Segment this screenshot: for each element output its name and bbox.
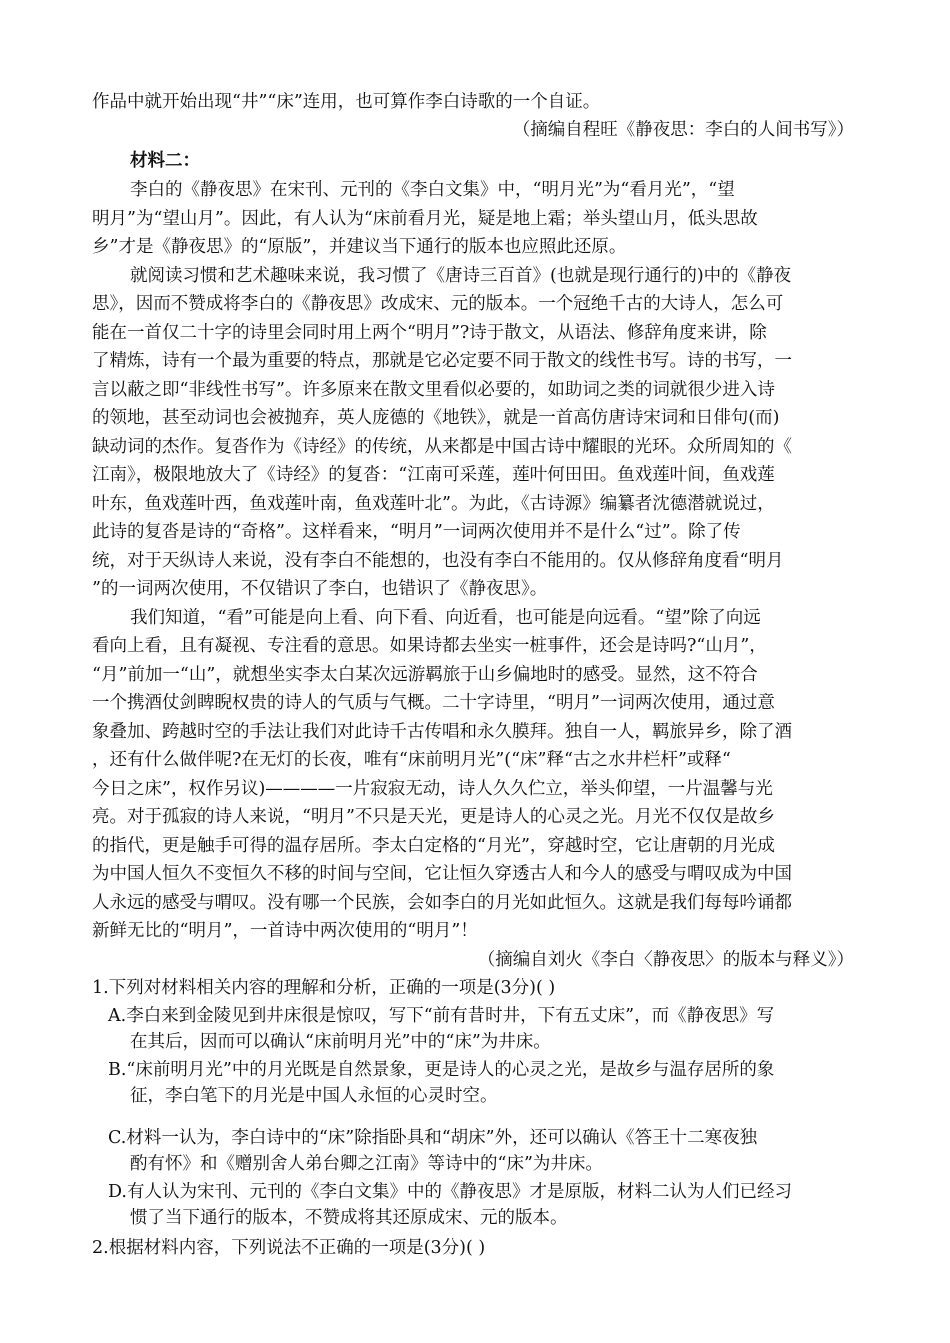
paragraph-line: 亮。对于孤寂的诗人来说，“明月”不只是天光，更是诗人的心灵之光。月光不仅仅是故乡 <box>92 807 775 827</box>
paragraph-line: 言以蔽之即“非线性书写”。许多原来在散文里看似必要的，如助词之类的词就很少进入诗 <box>92 380 775 400</box>
paragraph-line: 明月”为“望山月”。因此，有人认为“床前看月光，疑是地上霜；举头望山月，低头思故 <box>92 209 758 229</box>
paragraph-line: 统，对于天纵诗人来说，没有李白不能想的，也没有李白不能用的。仅从修辞角度看“明月 <box>92 551 784 571</box>
paragraph-line: 象叠加、跨越时空的手法让我们对此诗千古传唱和永久膜拜。独自一人，羁旅异乡，除了酒 <box>92 722 792 742</box>
question-1-option-b-cont: 征，李白笔下的月光是中国人永恒的心灵时空。 <box>130 1086 498 1106</box>
paragraph-line: ，还有什么做伴呢?在无灯的长夜，唯有“床前明月光”(“床”释“古之水井栏杆”或释“ <box>92 750 731 770</box>
paragraph-line: 就阅读习惯和艺术趣味来说，我习惯了《唐诗三百首》(也就是现行通行的)中的《静夜 <box>130 266 792 286</box>
paragraph-line: 新鲜无比的“明月”，一首诗中两次使用的“明月”！ <box>92 921 478 941</box>
question-1-option-a-cont: 在其后，因而可以确认“床前明月光”中的“床”为井床。 <box>130 1032 551 1052</box>
paragraph-line: ”的一词两次使用，不仅错识了李白，也错识了《静夜思》。 <box>92 579 548 599</box>
paragraph-line: 的指代，更是触手可得的温存居所。李太白定格的“月光”，穿越时空，它让唐朝的月光成 <box>92 836 775 856</box>
question-1-option-a: A.李白来到金陵见到井床很是惊叹，写下“前有昔时井，下有五丈床”，而《静夜思》写 <box>108 1006 775 1026</box>
paragraph-line: 的领地，甚至动词也会被抛弃，英人庞德的《地铁》，就是一首高仿唐诗宋词和日俳句(而) <box>92 408 780 428</box>
question-2-stem: 2.根据材料内容，下列说法不正确的一项是(3分)( ) <box>92 1238 486 1258</box>
paragraph-line: 江南》，极限地放大了《诗经》的复沓：“江南可采莲，莲叶何田田。鱼戏莲叶间，鱼戏莲 <box>92 465 775 485</box>
question-1-option-c-cont: 酌有怀》和《赠别舍人弟台卿之江南》等诗中的“床”为井床。 <box>130 1154 603 1174</box>
question-1-option-d: D.有人认为宋刊、元刊的《李白文集》中的《静夜思》才是原版，材料二认为人们已经习 <box>108 1182 792 1202</box>
material2-heading: 材料二： <box>130 151 200 171</box>
material1-source: （摘编自程旺《静夜思：李白的人间书写》） <box>512 120 854 140</box>
question-1-option-c: C.材料一认为，李白诗中的“床”除指卧具和“胡床”外，还可以确认《答王十二寒夜独 <box>108 1128 758 1148</box>
question-1-option-d-cont: 惯了当下通行的版本，不赞成将其还原成宋、元的版本。 <box>130 1208 568 1228</box>
paragraph-line: 我们知道，“看”可能是向上看、向下看、向近看，也可能是向远看。“望”除了向远 <box>130 608 761 628</box>
paragraph-line: 思》，因而不赞成将李白的《静夜思》改成宋、元的版本。一个冠绝千古的大诗人，怎么可 <box>92 294 784 314</box>
paragraph-line: 今日之床”，权作另议)————一片寂寂无动，诗人久久伫立，举头仰望，一片温馨与光 <box>92 779 773 799</box>
paragraph-line: 了精炼，诗有一个最为重要的特点，那就是它必定要不同于散文的线性书写。诗的书写，一 <box>92 351 792 371</box>
material1-tail-line: 作品中就开始出现“井”“床”连用，也可算作李白诗歌的一个自证。 <box>92 92 601 112</box>
paragraph-line: 一个携酒仗剑睥睨权贵的诗人的气质与气概。二十字诗里，“明月”一词两次使用，通过意 <box>92 693 775 713</box>
paragraph-line: 李白的《静夜思》在宋刊、元刊的《李白文集》中，“明月光”为“看月光”，“望 <box>130 180 735 200</box>
paragraph-line: 为中国人恒久不变恒久不移的时间与空间，它让恒久穿透古人和今人的感受与喟叹成为中国 <box>92 864 792 884</box>
paragraph-line: 缺动词的杰作。复沓作为《诗经》的传统，从来都是中国古诗中耀眼的光环。众所周知的《 <box>92 437 792 457</box>
paragraph-line: 此诗的复沓是诗的“奇格”。这样看来，“明月”一词两次使用并不是什么“过”。除了传 <box>92 522 741 542</box>
paragraph-line: 叶东，鱼戏莲叶西，鱼戏莲叶南，鱼戏莲叶北”。为此，《古诗源》编纂者沈德潜就说过， <box>92 494 775 514</box>
paragraph-line: 能在一首仅二十字的诗里会同时用上两个“明月”?诗于散文，从语法、修辞角度来讲，除 <box>92 323 767 343</box>
material2-source: （摘编自刘火《李白〈静夜思〉的版本与释义》） <box>477 950 854 970</box>
paragraph-line: 人永远的感受与喟叹。没有哪一个民族，会如李白的月光如此恒久。这就是我们每每吟诵都 <box>92 893 792 913</box>
paragraph-line: “月”前加一“山”，就想坐实李太白某次远游羁旅于山乡偏地时的感受。显然，这不符合 <box>92 665 758 685</box>
paragraph-line: 看向上看，且有凝视、专注看的意思。如果诗都去坐实一桩事件，还会是诗吗?“山月”， <box>92 636 767 656</box>
question-1-stem: 1.下列对材料相关内容的理解和分析，正确的一项是(3分)( ) <box>92 978 556 998</box>
paragraph-line: 乡”才是《静夜思》的“原版”，并建议当下通行的版本也应照此还原。 <box>92 237 627 257</box>
question-1-option-b: B.“床前明月光”中的月光既是自然景象，更是诗人的心灵之光，是故乡与温存居所的象 <box>108 1060 775 1080</box>
